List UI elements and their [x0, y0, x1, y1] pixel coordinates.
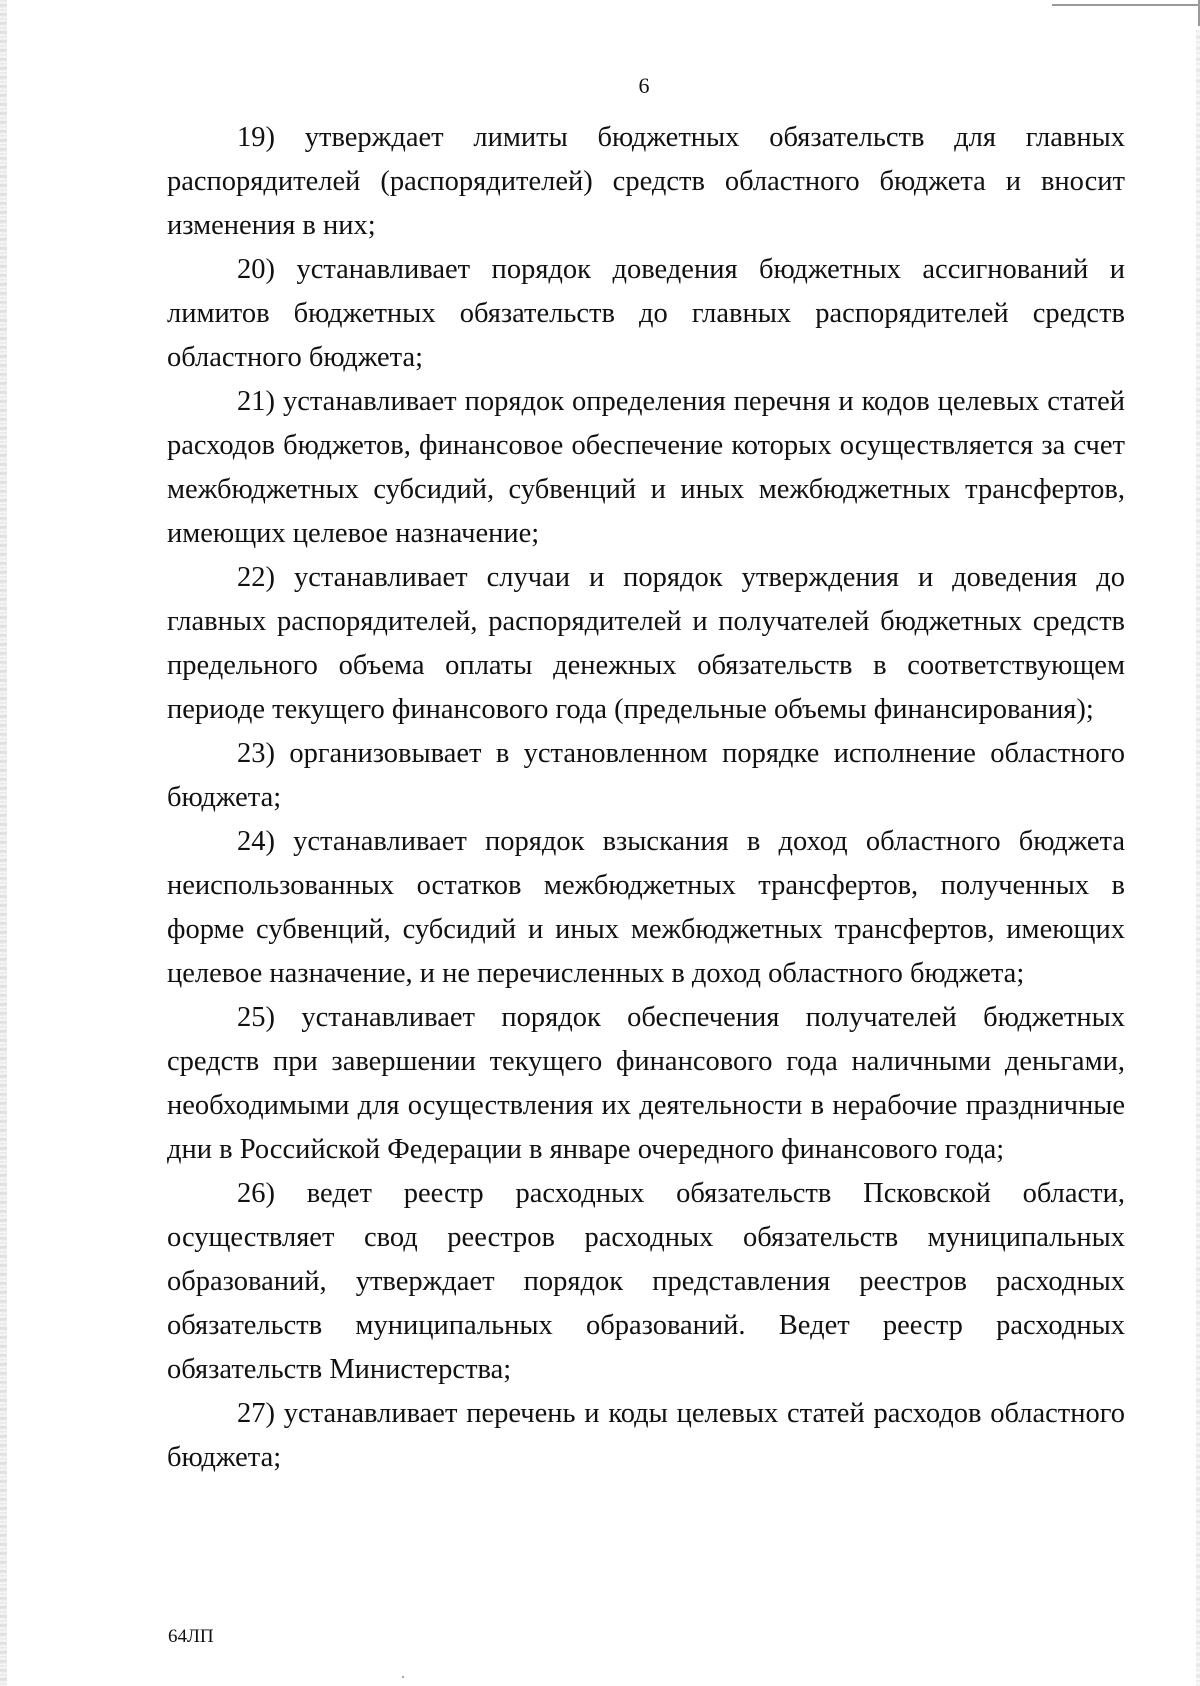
paragraph-19: 19) утверждает лимиты бюджетных обязательств для главных распорядителей (распорядителей) средств областного бюджета и вносит изменения в них;	[167, 122, 1125, 241]
paragraph-27: 27) устанавливает перечень и коды целевых статей расходов областного бюджета;	[167, 1398, 1125, 1473]
scan-edge-left	[0, 0, 7, 1686]
document-body	[167, 116, 1125, 1480]
paragraph-20: 20) устанавливает порядок доведения бюджетных ассигнований и лимитов бюджетных обязательств до главных распорядителей средств областного бюджета;	[167, 254, 1125, 373]
paragraph-23: 23) организовывает в установленном порядке исполнение областного бюджета;	[167, 738, 1125, 813]
paragraph-26: 26) ведет реестр расходных обязательств Псковской области, осуществляет свод реестров расходных обязательств муниципальных образований, утверждает порядок представления реестров расходных обязательств муниципальных образований. Ведет реестр расходных обязательств Министерства;	[167, 1178, 1125, 1385]
scan-speck	[402, 1676, 404, 1678]
paragraph-25: 25) устанавливает порядок обеспечения получателей бюджетных средств при завершении текущего финансового года наличными деньгами, необходимыми для осуществления их деятельности в нерабочие праздничные дни в Российской Федерации в январе очередного финансового года;	[167, 1002, 1125, 1165]
page-number: 6	[638, 73, 650, 98]
paragraph-21: 21) устанавливает порядок определения перечня и кодов целевых статей расходов бюджетов, финансовое обеспечение которых осуществляется за счет межбюджетных субсидий, субвенций и иных межбюджетных трансфертов, имеющих целевое назначение;	[167, 386, 1125, 549]
scan-edge-right	[1196, 30, 1200, 1686]
scan-top-edge	[1052, 4, 1200, 6]
paragraph-24: 24) устанавливает порядок взыскания в доход областного бюджета неиспользованных остатков межбюджетных трансфертов, полученных в форме субвенций, субсидий и иных межбюджетных трансфертов, имеющих целевое назначение, и не перечисленных в доход областного бюджета;	[167, 826, 1125, 989]
paragraph-22: 22) устанавливает случаи и порядок утверждения и доведения до главных распорядителей, распорядителей и получателей бюджетных средств предельного объема оплаты денежных обязательств в соответствующем периоде текущего финансового года (предельные объемы финансирования);	[167, 562, 1125, 725]
document-code: 64ЛП	[168, 1626, 214, 1647]
